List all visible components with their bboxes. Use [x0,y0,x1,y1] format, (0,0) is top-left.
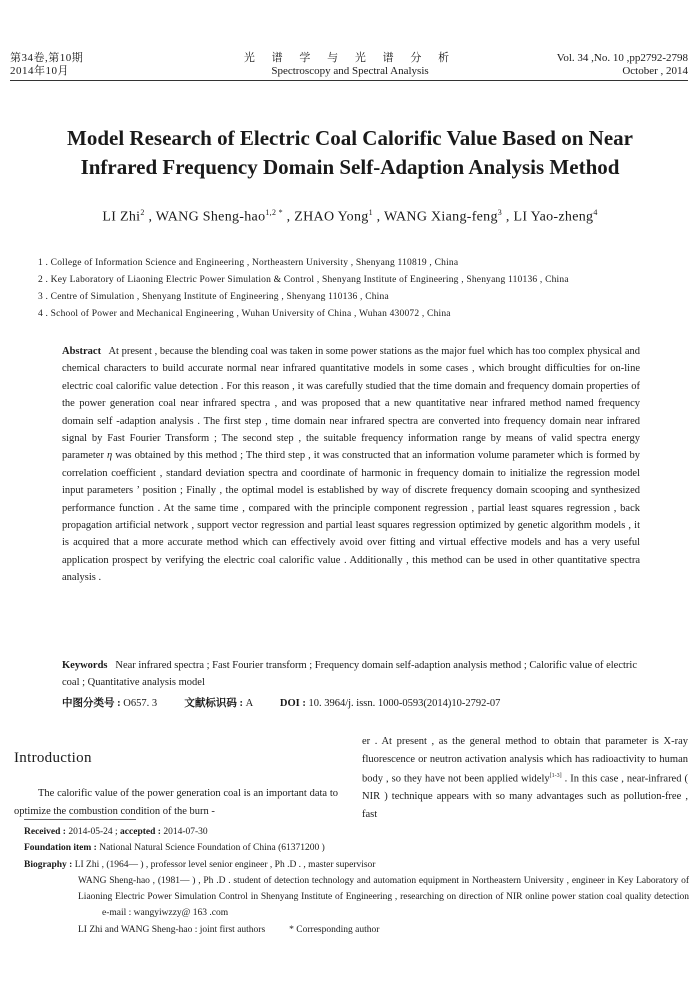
email-address[interactable]: e-mail : wangyiwzzy@ 163 .com [102,908,229,919]
clc-value: O657. 3 [123,698,158,709]
doi-value: 10. 3964/j. issn. 1000-0593(2014)10-2792-07 [308,698,501,709]
biography-wang-text: WANG Sheng-hao , (1981— ) , Ph .D . student of detection technology and automation equipment in Northeastern University , engineer in Key Laboratory of Liaoning Electric Power Simulation Control in Shenyang Institute of Engineering , researching on direction of NIR online power station coal quality detection [78,875,689,903]
abstract-label: Abstract [62,346,102,357]
author-name: WANG Sheng-hao [155,209,266,225]
accepted-label: accepted : [120,827,161,837]
title-line-1: Model Research of Electric Coal Calorific Value Based on Near [67,126,633,150]
author-name: WANG Xiang-feng [384,209,498,225]
affiliation-item: 2 . Key Laboratory of Liaoning Electric Power Simulation & Control , Shenyang Institute of Engineering , Shenyang 110136 , China [38,275,569,285]
received-label: Received : [24,827,66,837]
header-rule [10,80,688,81]
classification-line [62,695,662,710]
author-list: LI Zhi$^2$ , WANG Sheng-hao$^{1,2 *}$ , ZHAO Yong$^1$ , WANG Xiang-feng$^3$ , LI Yao-zheng$^4$ [102,208,598,225]
joint-first-authors: LI Zhi and WANG Sheng-hao : joint first authors [78,924,266,935]
foundation-text: National Natural Science Foundation of China (61371200 ) [99,843,325,854]
author-affiliation-mark: 3 [497,208,503,217]
body-text-part-1: er . At present , as the general method to obtain that parameter is X-ray fluorescence or neutron activation analysis which has radioactivity to human body , so they have not been applied widely [362,736,688,785]
received-line [24,824,689,840]
keywords-text: Near infrared spectra ; Fast Fourier transform ; Frequency domain self-adaption analysis method ; Calorific value of electric coal ; Quantitative analysis model [62,660,637,688]
author-affiliation-mark: 1,2 * [265,208,283,217]
foundation-line [24,840,689,856]
biography-line [24,857,689,873]
abstract-text-part-1: At present , because the blending coal was taken in some power stations as the major fuel which has too complex physical and chemical characters to build accurate normal near infrared quantitative models in some cases , which brought difficulties for on-line electric coal calorific value detection . For this reason , it was carefully studied that the time domain and frequency domain properties of the power generation coal near infrared spectra , and was proposed that a new quantitative near infrared method named frequency domain self -adaption analysis . The first step , time domain near infrared spectra are converted into frequency domain near infrared signal by Fast Fourier Transform ; The second step , the suitable frequency information range by means of valid spectra energy parameter [62,346,640,462]
author-affiliation-mark: 4 [593,208,598,217]
affiliation-item: 3 . Centre of Simulation , Shenyang Institute of Engineering , Shenyang 110136 , China [38,292,389,302]
biography-wang-sheng-hao [24,873,689,922]
keywords-label: Keywords [62,660,108,671]
affiliation-item: 1 . College of Information Science and Engineering , Northeastern University , Shenyang 110819 , China [38,258,459,268]
volume-pages: Vol. 34 ,No. 10 ,pp2792-2798 [556,52,688,64]
biography-label: Biography : [24,859,73,870]
corresponding-author-note: * Corresponding author [289,924,380,935]
doi-label: DOI : [279,698,306,709]
date-cn: 2014年10月 [10,65,69,77]
paper-title [20,124,680,182]
body-paragraph: The calorific value of the power generation coal is an important data to optimize the combustion condition of the burn - [14,788,338,817]
body-text-part-2: . In this case , near-infrared ( NIR ) technique appears with so many advantages such as pollution-free , fast [362,773,688,820]
body-right-column [362,733,688,823]
date-en: October , 2014 [622,65,688,77]
author-name: LI Yao-zheng [513,209,594,225]
accepted-date: 2014-07-30 [163,827,208,837]
keywords [62,657,640,691]
footnote [24,824,689,938]
biography-li-zhi: LI Zhi , (1964— ) , professor level senior engineer , Ph .D . , master supervisor [74,859,376,870]
body-left-column [14,736,338,820]
affiliation-list [38,255,688,323]
section-heading: Introduction [14,750,92,766]
document-code-value: A [245,698,253,709]
volume-issue-cn: 第34卷,第10期 [10,52,84,64]
clc-label: 中图分类号 : [62,698,121,709]
header-right [557,52,688,78]
author-affiliation-mark: 2 [140,208,145,217]
received-date: 2014-05-24 ; [68,827,118,837]
title-line-2: Infrared Frequency Domain Self-Adaption Analysis Method [80,155,620,179]
abstract [62,343,640,587]
author-name: LI Zhi [102,209,141,225]
affiliation-item: 4 . School of Power and Mechanical Engineering , Wuhan University of China , Wuhan 430072 , China [38,309,451,319]
citation-reference[interactable]: [1-3] [549,773,562,779]
journal-name-en: Spectroscopy and Spectral Analysis [271,65,429,77]
document-code-label: 文献标识码 : [184,698,243,709]
foundation-label: Foundation item : [24,843,97,854]
abstract-text-part-2: was obtained by this method ; The third step , it was constructed that an information volume parameter which is formed by correlation coefficient , standard deviation spectra and coordinate of harmonic in frequency domain to initialize the regression model input parameters ’ position ; Finally , the optimal model is established by way of discrete frequency domain scooping and synthesized performance function . At the same time , compared with the principle component regression , partial least squares regression , back propagation artificial network , support vector regression and partial least squares regression optimized by genetic algorithm models , it is acquired that a more accurate method which can effectively avoid over fitting and virtual effective models and has a very useful application prospect by verifying the electric coal calorific value . Additionally , this method can be used in other quantitative spectra analysis . [62,450,641,584]
running-header [0,0,700,80]
journal-name-cn: 光 谱 学 与 光 谱 分 析 [243,52,457,64]
footnote-rule [24,819,136,820]
author-name: ZHAO Yong [294,209,369,225]
eta-symbol: η [107,450,113,462]
author-notes [24,922,689,938]
author-affiliation-mark: 1 [368,208,373,217]
